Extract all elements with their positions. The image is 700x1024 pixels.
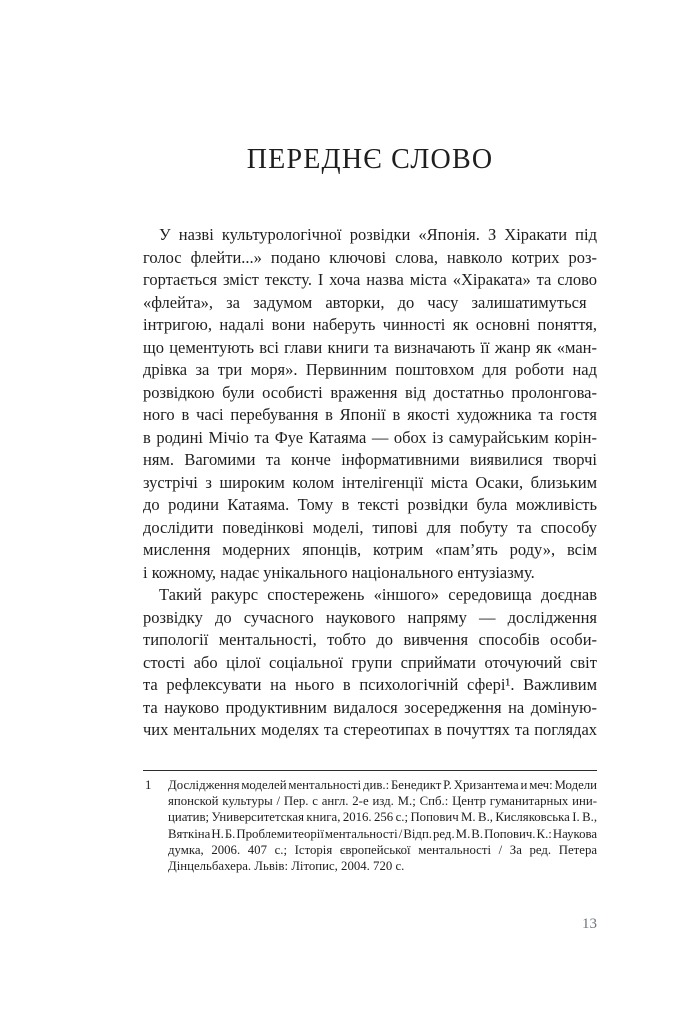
page-number: 13: [582, 916, 597, 932]
text-line: ного в часі перебування в Японії в якості художника та гостя: [143, 405, 597, 424]
chapter-title: ПЕРЕДНЄ СЛОВО: [246, 144, 494, 175]
text-line: інтригою, надалі вони наберуть чинності як основні поняття,: [143, 315, 597, 334]
text-line: розвідкою були особисті враження від достатньо пролонгова-: [143, 382, 597, 402]
footnote-line: японской культуры / Пер. с англ. 2-е изд. М.; Спб.: Центр гуманитарных ини-: [168, 794, 597, 809]
footnote-divider: [143, 770, 597, 771]
text-line: і кожному, надає унікального національного ентузіазму.: [143, 562, 535, 582]
text-line: зустрічі з широким колом інтелігенції міста Осаки, близьким: [143, 472, 598, 492]
text-line: що цементують всі глави книги та визначають її жанр як «ман-: [143, 337, 597, 357]
text-line: та рефлексувати на нього в психологічній сфері¹. Важливим: [143, 675, 598, 694]
footnote-line: Вяткіна Н. Б. Проблеми теорії ментальності / Відп. ред. М. В. Попович. К.: Наукова: [168, 826, 598, 841]
text-line: У назві культурологічної розвідки «Японія. З Хіракати під: [159, 225, 597, 244]
footnote: [143, 777, 597, 874]
footnote-line: циатив; Университетская книга, 2016. 256 с.; Попович М. В., Кисляковська І. В.,: [168, 810, 598, 825]
text-line: Такий ракурс спостережень «іншого» середовища доєднав: [159, 585, 598, 604]
footnote-line: Дінцельбахера. Львів: Літопис, 2004. 720 с.: [168, 858, 405, 873]
text-line: гортається зміст тексту. І хоча назва міста «Хіраката» та слово: [143, 270, 598, 289]
text-line: розвідку до сучасного наукового напряму — дослідження: [143, 607, 597, 627]
text-line: ням. Вагомими та конче інформативними виявилися творчі: [143, 450, 597, 469]
text-line: мислення модерних японців, котрим «пам’ять роду», всім: [143, 540, 598, 559]
body-text: [143, 224, 597, 742]
footnote-line: думка, 2006. 407 с.; Історія європейської ментальності / За ред. Петера: [168, 842, 598, 857]
text-line: та науково продуктивним видалося зосередження на доміную-: [143, 697, 597, 717]
text-line: чих ментальних моделях та стереотипах в почуттях та поглядах: [143, 720, 598, 739]
text-line: дослідити поведінкові моделі, типові для побуту та способу: [143, 517, 598, 537]
text-line: дрівка за три моря». Первинним поштовхом для роботи над: [143, 360, 598, 379]
text-line: типології ментальності, тобто до вивчення способів особи-: [143, 630, 598, 649]
text-line: до родини Катаяма. Тому в тексті розвідки була можливість: [143, 495, 597, 514]
footnote-marker: 1: [145, 778, 152, 792]
text-line: стості або цілої соціальної групи сприймати оточуючий світ: [143, 652, 597, 672]
footnote-text: [143, 777, 597, 874]
text-line: в родині Мічіо та Фуе Катаяма — обох із самурайським корін-: [143, 427, 597, 447]
text-line: «флейта», за задумом авторки, до часу залишатимуться: [143, 292, 587, 312]
text-line: голос флейти...» подано ключові слова, навколо котрих роз-: [143, 247, 597, 267]
footnote-line: Дослідження моделей ментальності див.: Бенедикт Р. Хризантема и меч: Модели: [168, 778, 598, 792]
